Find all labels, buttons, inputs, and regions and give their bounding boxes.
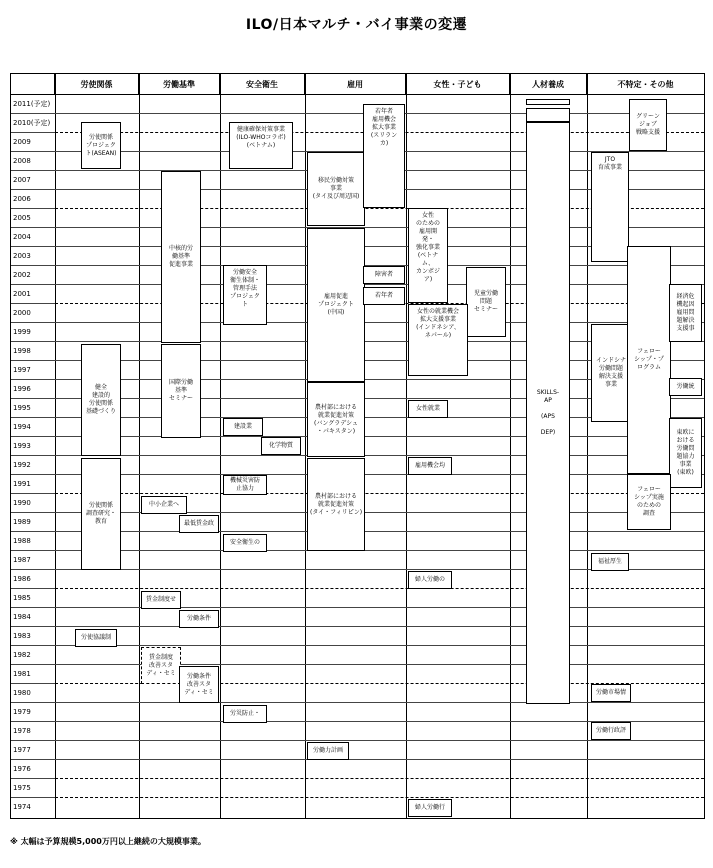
project-box: 労働統 — [669, 378, 702, 396]
year-label: 1985 — [13, 593, 31, 602]
project-box: 労働安全 衛生体制・ 管理手法 プロジェク ト — [223, 265, 267, 325]
year-label-line — [11, 227, 55, 228]
project-box-large: フェロー シップ・プ ログラム — [627, 246, 671, 474]
year-label-line — [11, 303, 55, 304]
year-row-line — [55, 588, 704, 589]
year-label-line — [11, 265, 55, 266]
year-label-line — [11, 284, 55, 285]
project-box: 労働条件 — [179, 610, 219, 628]
year-label: 2009 — [13, 137, 31, 146]
year-label: 1993 — [13, 441, 31, 450]
project-box-large: インドシナ 労働問題 解決支援 事業 — [591, 324, 631, 422]
year-label: 1979 — [13, 707, 31, 716]
year-label: 1990 — [13, 498, 31, 507]
year-label-line — [11, 170, 55, 171]
year-label: 1980 — [13, 688, 31, 697]
year-label: 2011(予定) — [13, 99, 51, 108]
header-safety-health: 安全衛生 — [220, 74, 305, 94]
year-label: 1999 — [13, 327, 31, 336]
year-label: 1998 — [13, 346, 31, 355]
year-label-line — [11, 645, 55, 646]
year-label-line — [11, 759, 55, 760]
year-label-line — [11, 379, 55, 380]
hr-bar-2011 — [526, 99, 570, 105]
year-label: 1974 — [13, 802, 31, 811]
year-row-line — [55, 626, 704, 627]
project-box-large: 雇用促進 プロジェクト (中国) — [307, 228, 365, 382]
year-row-line — [55, 284, 704, 285]
header-misc: 不特定・その他 — [617, 79, 674, 89]
project-box-large: 農村部における 就業促進対策 (バングラデシュ ・パキスタン) — [307, 382, 365, 457]
col-line — [220, 74, 221, 818]
year-label: 1987 — [13, 555, 31, 564]
year-row-line — [55, 759, 704, 760]
year-label: 1988 — [13, 536, 31, 545]
year-label: 1996 — [13, 384, 31, 393]
project-box: フェロー シップ実施 のための 調査 — [627, 474, 671, 530]
project-box: 東欧に おける 労働問 題協力 事業 (東欧) — [669, 418, 702, 488]
project-box: 健康確保対策事業 (ILO-WHOコラボ) (ベトナム) — [229, 122, 293, 169]
project-box: 最低賃金政 — [179, 515, 219, 533]
year-row-line — [55, 778, 704, 779]
header-women-children: 女性・子ども — [406, 74, 510, 94]
year-label: 1978 — [13, 726, 31, 735]
project-box: 移民労働対策 事業 (タイ及び周辺国) — [307, 152, 365, 226]
project-box: 労働市場情 — [591, 684, 631, 702]
header-year — [11, 74, 55, 94]
footnote: ※ 太幅は予算規模5,000万円以上継続の大規模事業。 — [10, 837, 206, 846]
project-box: 女性の就業機会 拡大支援事業 (インドネシア、 ネパール) — [408, 304, 468, 376]
project-box: 障害者 — [363, 266, 405, 284]
header-labor-standards: 労働基準 — [139, 74, 220, 94]
year-label-line — [11, 132, 55, 133]
year-label: 1982 — [13, 650, 31, 659]
project-box: 中小企業へ — [141, 496, 187, 514]
year-label-line — [11, 322, 55, 323]
project-box: 賃金制度 改善スタ ディ・セミ — [141, 647, 181, 684]
year-label: 2004 — [13, 232, 31, 241]
project-box: 児童労働 問題 セミナー — [466, 267, 506, 337]
project-box: 労使関係 調査研究・ 教育 — [81, 458, 121, 570]
year-row-line — [55, 550, 704, 551]
year-label-line — [11, 455, 55, 456]
project-box: 労働力計画 — [307, 742, 349, 760]
year-label-line — [11, 550, 55, 551]
year-label-line — [11, 531, 55, 532]
project-box: 労働行政評 — [591, 722, 631, 740]
col-line — [305, 74, 306, 818]
year-row-line — [55, 436, 704, 437]
project-box: 労使協議制 — [75, 629, 117, 647]
year-label: 2001 — [13, 289, 31, 298]
year-label-line — [11, 474, 55, 475]
year-label: 1994 — [13, 422, 31, 431]
year-row-line — [55, 702, 704, 703]
year-label: 2006 — [13, 194, 31, 203]
year-label: 1984 — [13, 612, 31, 621]
year-label: 1995 — [13, 403, 31, 412]
year-label-line — [11, 721, 55, 722]
year-label-line — [11, 113, 55, 114]
year-label-line — [11, 607, 55, 608]
project-box: 健全 建設的 労使関係 基礎づくり — [81, 344, 121, 456]
year-label: 1975 — [13, 783, 31, 792]
project-box: 賃金制度せ — [141, 591, 181, 609]
timeline-table — [10, 73, 705, 819]
year-row-line — [55, 531, 704, 532]
project-box: 若年者 — [363, 287, 405, 305]
year-label-line — [11, 778, 55, 779]
col-line — [55, 74, 56, 818]
project-box: 化学物質 — [261, 437, 301, 455]
year-row-line — [55, 740, 704, 741]
year-row-line — [55, 797, 704, 798]
year-row-line — [55, 474, 704, 475]
year-label: 1981 — [13, 669, 31, 678]
project-box: JTO 育成事業 — [591, 152, 629, 262]
year-label: 2000 — [13, 308, 31, 317]
project-box: 建設業 — [223, 418, 263, 436]
project-box: 労使関係 プロジェク ト(ASEAN) — [81, 122, 121, 169]
year-label-line — [11, 626, 55, 627]
col-line — [510, 74, 511, 818]
year-label-line — [11, 740, 55, 741]
year-label-line — [11, 189, 55, 190]
year-label: 1992 — [13, 460, 31, 469]
year-row-line — [55, 645, 704, 646]
year-label: 1989 — [13, 517, 31, 526]
year-label-line — [11, 512, 55, 513]
header-hr-development: 人材養成 — [510, 74, 587, 94]
year-label-line — [11, 588, 55, 589]
year-row-line — [55, 455, 704, 456]
project-box: 安全衛生の — [223, 534, 267, 552]
project-box: グリーン ジョブ 戦略支援 — [629, 99, 667, 151]
year-label: 1977 — [13, 745, 31, 754]
year-label-line — [11, 341, 55, 342]
year-label-line — [11, 208, 55, 209]
year-label-line — [11, 493, 55, 494]
header-labor-relations: 労使関係 — [55, 74, 139, 94]
col-line — [139, 74, 140, 818]
project-box-large: 農村部における 就業促進対策 (タイ・フィリピン) — [307, 458, 365, 551]
year-label-line — [11, 797, 55, 798]
year-label: 2005 — [13, 213, 31, 222]
project-box: 女性就業 — [408, 400, 448, 418]
year-label-line — [11, 417, 55, 418]
year-label-line — [11, 683, 55, 684]
project-box: 労災防止・ — [223, 705, 267, 723]
project-box-large: 若年者 雇用機会 拡大事業 (スリラン カ) — [363, 104, 405, 208]
year-row-line — [55, 493, 704, 494]
project-box: 経済危 機起因 雇用問 題解決 支援事 — [669, 284, 702, 342]
project-box: 福祉厚生 — [591, 553, 629, 571]
year-label: 2003 — [13, 251, 31, 260]
year-label: 2010(予定) — [13, 118, 51, 127]
year-label-line — [11, 246, 55, 247]
year-label: 2007 — [13, 175, 31, 184]
project-box-large: SKILLS- AP (APS DEP) — [526, 122, 570, 704]
year-label-line — [11, 436, 55, 437]
year-label-line — [11, 569, 55, 570]
hr-bar-2010 — [526, 108, 570, 122]
page-title: ILO/日本マルチ・バイ事業の変遷 — [245, 17, 468, 33]
year-label-line — [11, 151, 55, 152]
header-employment: 雇用 — [305, 74, 406, 94]
project-box: 労働条件 改善スタ ディ・セミ — [179, 666, 219, 703]
project-box: 婦人労働の — [408, 571, 452, 589]
year-label-line — [11, 702, 55, 703]
year-label: 1976 — [13, 764, 31, 773]
year-label: 1986 — [13, 574, 31, 583]
year-label: 2002 — [13, 270, 31, 279]
col-line — [406, 74, 407, 818]
project-box: 雇用機会均 — [408, 457, 452, 475]
year-label-line — [11, 664, 55, 665]
year-label-line — [11, 360, 55, 361]
year-label: 1997 — [13, 365, 31, 374]
col-line — [587, 74, 588, 818]
project-box: 女性 のための 雇用開 発・ 強化事業 (ベトナ ム、 カンボジ ア) — [408, 208, 448, 303]
project-box-large: 中核的労 働基準 促進事業 — [161, 171, 201, 343]
header-divider — [11, 94, 704, 95]
project-box: 婦人労働行 — [408, 799, 452, 817]
year-row-line — [55, 322, 704, 323]
year-label: 2008 — [13, 156, 31, 165]
project-box-large: 国際労働 基準 セミナー — [161, 344, 201, 438]
year-label: 1991 — [13, 479, 31, 488]
project-box: 機械災害防 止協力 — [223, 475, 267, 495]
year-label: 1983 — [13, 631, 31, 640]
year-label-line — [11, 398, 55, 399]
